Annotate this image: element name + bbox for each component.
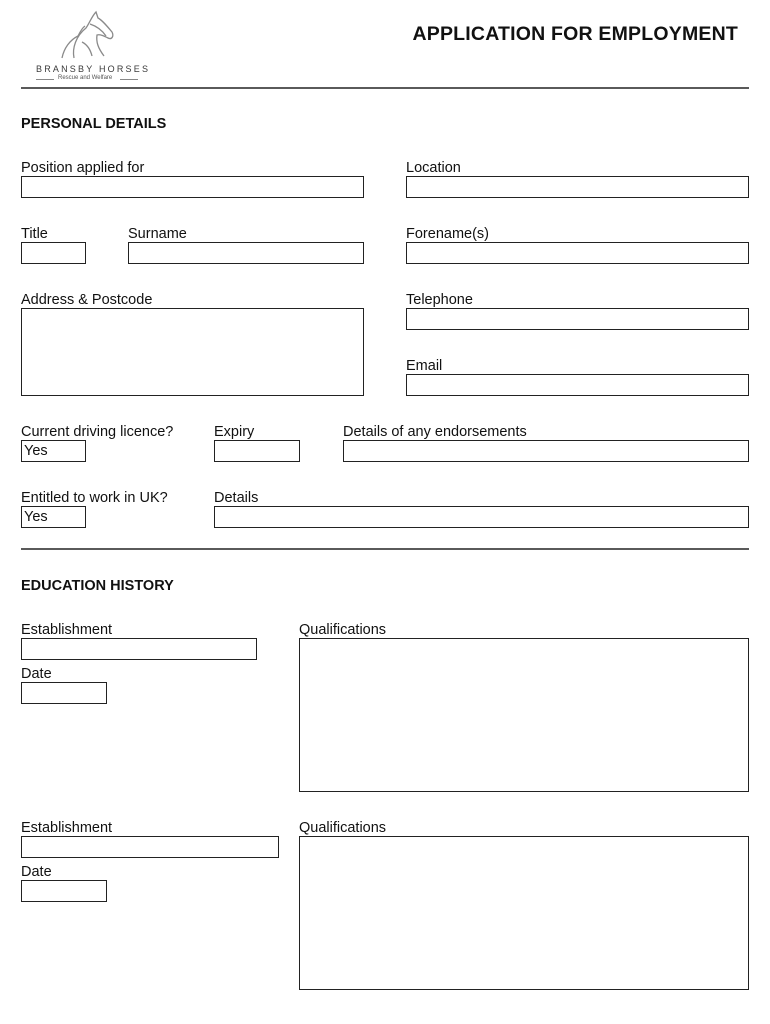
position-input[interactable] <box>21 176 364 198</box>
establishment-label-2: Establishment <box>21 820 113 836</box>
details-label: Details <box>214 490 259 506</box>
endorsements-label: Details of any endorsements <box>343 424 527 440</box>
section-divider <box>21 548 749 550</box>
email-label: Email <box>406 358 443 374</box>
header-divider <box>21 87 749 89</box>
logo-tagline-rule-right <box>120 79 138 80</box>
date-input-2[interactable] <box>21 880 107 902</box>
personal-details-heading: PERSONAL DETAILS <box>21 116 167 132</box>
licence-label: Current driving licence? <box>21 424 174 440</box>
surname-input[interactable] <box>128 242 364 264</box>
education-history-heading: EDUCATION HISTORY <box>21 578 174 594</box>
details-input[interactable] <box>214 506 749 528</box>
work-uk-label: Entitled to work in UK? <box>21 490 168 506</box>
location-label: Location <box>406 160 461 176</box>
qualifications-textarea-2[interactable] <box>299 836 749 990</box>
establishment-input-2[interactable] <box>21 836 279 858</box>
expiry-input[interactable] <box>214 440 300 462</box>
licence-input[interactable] <box>21 440 86 462</box>
qualifications-label-1: Qualifications <box>299 622 387 638</box>
address-textarea[interactable] <box>21 308 364 396</box>
forename-label: Forename(s) <box>406 226 489 242</box>
date-label-1: Date <box>21 666 52 682</box>
date-label-2: Date <box>21 864 52 880</box>
establishment-input-1[interactable] <box>21 638 257 660</box>
logo <box>30 8 150 84</box>
page-title: APPLICATION FOR EMPLOYMENT <box>412 23 738 45</box>
logo-tagline-rule-left <box>36 79 54 80</box>
date-input-1[interactable] <box>21 682 107 704</box>
title-label: Title <box>21 226 48 242</box>
address-label: Address & Postcode <box>21 292 153 308</box>
telephone-label: Telephone <box>406 292 473 308</box>
work-uk-input[interactable] <box>21 506 86 528</box>
email-input[interactable] <box>406 374 749 396</box>
telephone-input[interactable] <box>406 308 749 330</box>
title-input[interactable] <box>21 242 86 264</box>
horse-logo-icon <box>52 8 122 60</box>
qualifications-label-2: Qualifications <box>299 820 387 836</box>
expiry-label: Expiry <box>214 424 255 440</box>
qualifications-textarea-1[interactable] <box>299 638 749 792</box>
logo-tagline: Rescue and Welfare <box>58 75 113 81</box>
location-input[interactable] <box>406 176 749 198</box>
endorsements-input[interactable] <box>343 440 749 462</box>
establishment-label-1: Establishment <box>21 622 113 638</box>
forename-input[interactable] <box>406 242 749 264</box>
logo-name: BRANSBY HORSES <box>36 64 151 74</box>
position-label: Position applied for <box>21 160 145 176</box>
surname-label: Surname <box>128 226 187 242</box>
